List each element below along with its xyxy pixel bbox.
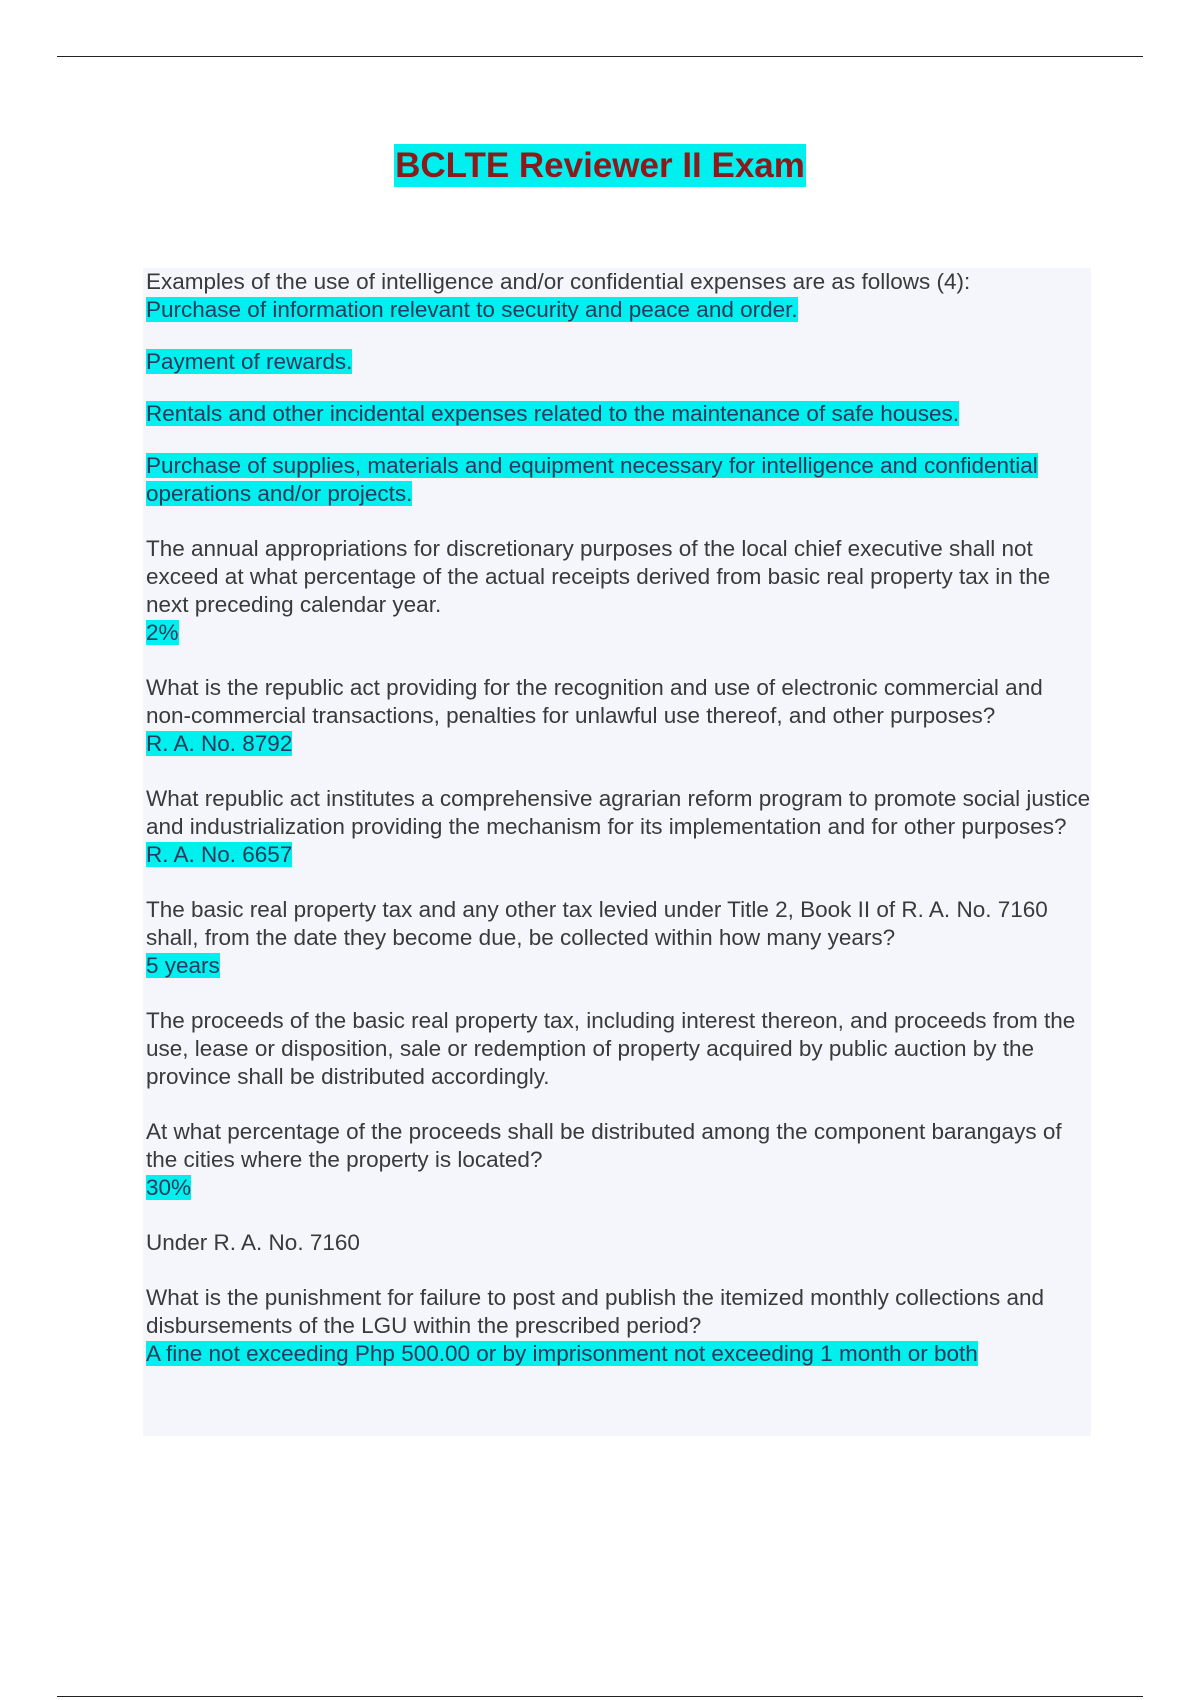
qa-item: [146, 1007, 1091, 1091]
question-text: What is the punishment for failure to post and publish the itemized monthly collections and disbursements of the LGU within the prescribed period?: [146, 1285, 1044, 1338]
qa-item: [146, 785, 1091, 869]
question-text: The basic real property tax and any other tax levied under Title 2, Book II of R. A. No. 7160 shall, from the date they become due, be collected within how many years?: [146, 897, 1048, 950]
question-text: At what percentage of the proceeds shall be distributed among the component barangays of the cities where the property is located?: [146, 1119, 1062, 1172]
top-rule: [57, 56, 1143, 57]
answer-text: Rentals and other incidental expenses related to the maintenance of safe houses.: [146, 401, 960, 426]
qa-content: [143, 268, 1091, 1436]
question-text: What is the republic act providing for the recognition and use of electronic commercial and non-commercial transactions, penalties for unlawful use thereof, and other purposes?: [146, 675, 1043, 728]
qa-item: [146, 1229, 1091, 1257]
page-title: BCLTE Reviewer II Exam: [395, 146, 805, 185]
bottom-rule: [57, 1696, 1143, 1697]
answer-text: Payment of rewards.: [146, 349, 353, 374]
answer-text: R. A. No. 6657: [146, 842, 293, 867]
answer-text: 2%: [146, 620, 179, 645]
question-text: Under R. A. No. 7160: [146, 1230, 360, 1255]
title-container: [0, 144, 1200, 187]
qa-item: [146, 1118, 1091, 1202]
question-text: The proceeds of the basic real property tax, including interest thereon, and proceeds from the use, lease or disposition, sale or redemption of property acquired by public auction by the province shall be distributed accordingly.: [146, 1008, 1076, 1089]
qa-item: [146, 896, 1091, 980]
qa-item: [146, 1284, 1091, 1368]
answer-text: Purchase of supplies, materials and equipment necessary for intelligence and confidential operations and/or projects.: [146, 453, 1038, 506]
answer-text: Purchase of information relevant to security and peace and order.: [146, 297, 798, 322]
qa-item: [146, 268, 1091, 508]
answer-text: 5 years: [146, 953, 220, 978]
answer-text: 30%: [146, 1175, 192, 1200]
answer-text: A fine not exceeding Php 500.00 or by imprisonment not exceeding 1 month or both: [146, 1341, 978, 1366]
question-text: Examples of the use of intelligence and/or confidential expenses are as follows (4):: [146, 269, 971, 294]
qa-item: [146, 674, 1091, 758]
question-text: The annual appropriations for discretionary purposes of the local chief executive shall not exceed at what percentage of the actual receipts derived from basic real property tax in the next preceding calendar year.: [146, 536, 1051, 617]
question-text: What republic act institutes a comprehensive agrarian reform program to promote social justice and industrialization providing the mechanism for its implementation and for other purposes?: [146, 786, 1091, 839]
answer-text: R. A. No. 8792: [146, 731, 293, 756]
qa-item: [146, 535, 1091, 647]
